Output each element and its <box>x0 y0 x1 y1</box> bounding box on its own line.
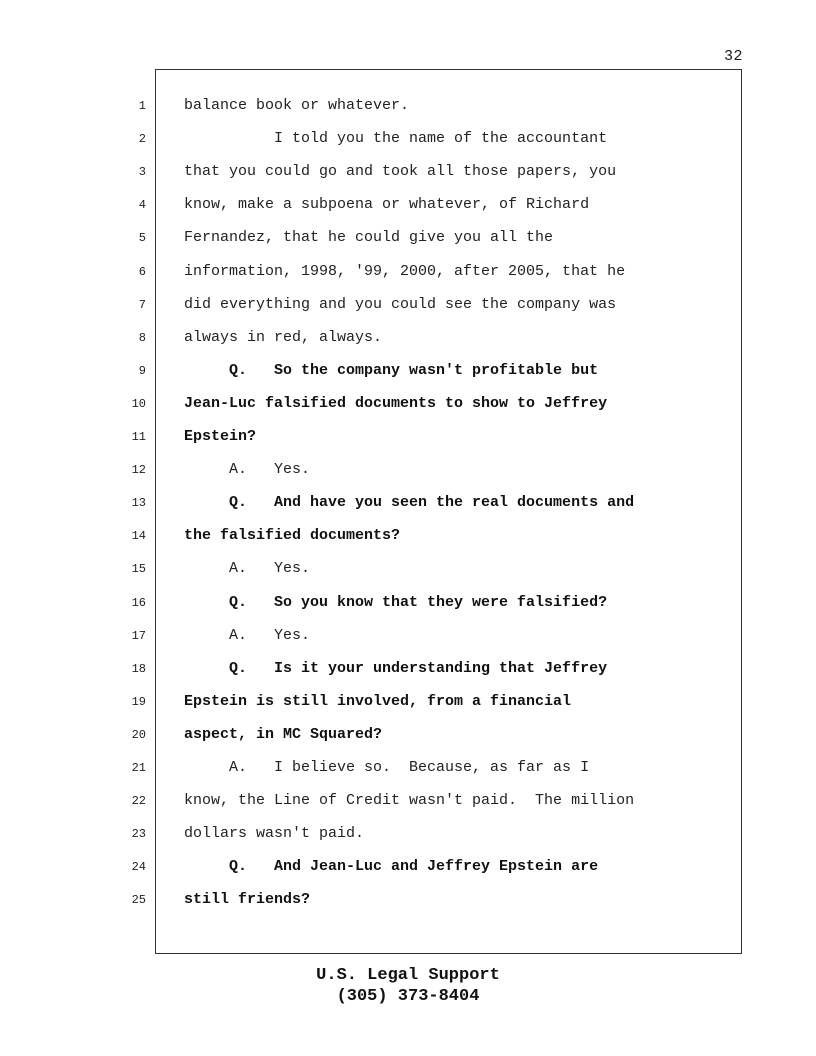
line-number: 15 <box>131 562 146 577</box>
transcript-line: know, make a subpoena or whatever, of Richard <box>184 196 590 214</box>
transcript-line: information, 1998, '99, 2000, after 2005, that he <box>184 262 626 280</box>
line-number: 25 <box>131 893 146 908</box>
line-number: 12 <box>131 463 146 478</box>
line-number: 5 <box>138 231 146 246</box>
transcript-line: A. Yes. <box>184 461 311 479</box>
transcript-line: aspect, in MC Squared? <box>184 725 383 743</box>
line-number: 2 <box>138 132 146 147</box>
transcript-line: Q. And have you seen the real documents and <box>184 494 635 512</box>
transcript-line: did everything and you could see the company was <box>184 295 617 313</box>
line-number: 17 <box>131 628 146 643</box>
footer-phone: (305) 373-8404 <box>336 987 480 1006</box>
line-number: 22 <box>131 794 146 809</box>
line-number: 21 <box>131 761 146 775</box>
transcript-line: that you could go and took all those papers, you <box>184 163 617 181</box>
line-number: 23 <box>131 827 146 842</box>
line-number: 14 <box>131 529 146 544</box>
transcript-line: A. I believe so. Because, as far as I <box>184 759 590 776</box>
transcript-line: Q. So you know that they were falsified? <box>184 593 608 611</box>
transcript-line: know, the Line of Credit wasn't paid. The million <box>184 792 635 810</box>
line-number: 20 <box>131 727 146 742</box>
line-number: 16 <box>131 595 146 610</box>
transcript-line: balance book or whatever. <box>184 97 410 114</box>
footer-company: U.S. Legal Support <box>316 966 500 985</box>
line-number: 3 <box>138 165 146 180</box>
line-number: 1 <box>138 99 146 113</box>
line-number: 19 <box>131 694 146 709</box>
line-number: 6 <box>138 264 146 279</box>
transcript-line: Jean-Luc falsified documents to show to Jeffrey <box>184 394 608 412</box>
transcript-line: A. Yes. <box>184 626 311 644</box>
transcript-line: the falsified documents? <box>184 527 401 545</box>
transcript-line: Q. Is it your understanding that Jeffrey <box>184 659 608 677</box>
transcript-line: still friends? <box>184 891 311 909</box>
line-number: 18 <box>131 661 146 676</box>
line-number: 9 <box>138 363 146 378</box>
line-number: 10 <box>131 396 146 411</box>
transcript-line: Fernandez, that he could give you all the <box>184 229 554 247</box>
transcript-line: Q. And Jean-Luc and Jeffrey Epstein are <box>184 858 599 876</box>
transcript-line: Epstein is still involved, from a financial <box>184 692 572 710</box>
transcript-line: always in red, always. <box>184 328 383 346</box>
line-number: 7 <box>138 297 146 312</box>
transcript-line: I told you the name of the accountant <box>184 130 608 148</box>
transcript-line: Q. So the company wasn't profitable but <box>184 361 599 379</box>
line-number: 24 <box>131 860 146 875</box>
line-number: 11 <box>131 430 146 444</box>
page-number: 32 <box>723 48 743 65</box>
line-number: 13 <box>131 496 146 511</box>
transcript-line: dollars wasn't paid. <box>184 825 365 843</box>
line-number: 4 <box>138 198 146 213</box>
transcript-line: Epstein? <box>184 428 257 445</box>
line-number: 8 <box>138 330 146 345</box>
transcript-line: A. Yes. <box>184 560 311 578</box>
